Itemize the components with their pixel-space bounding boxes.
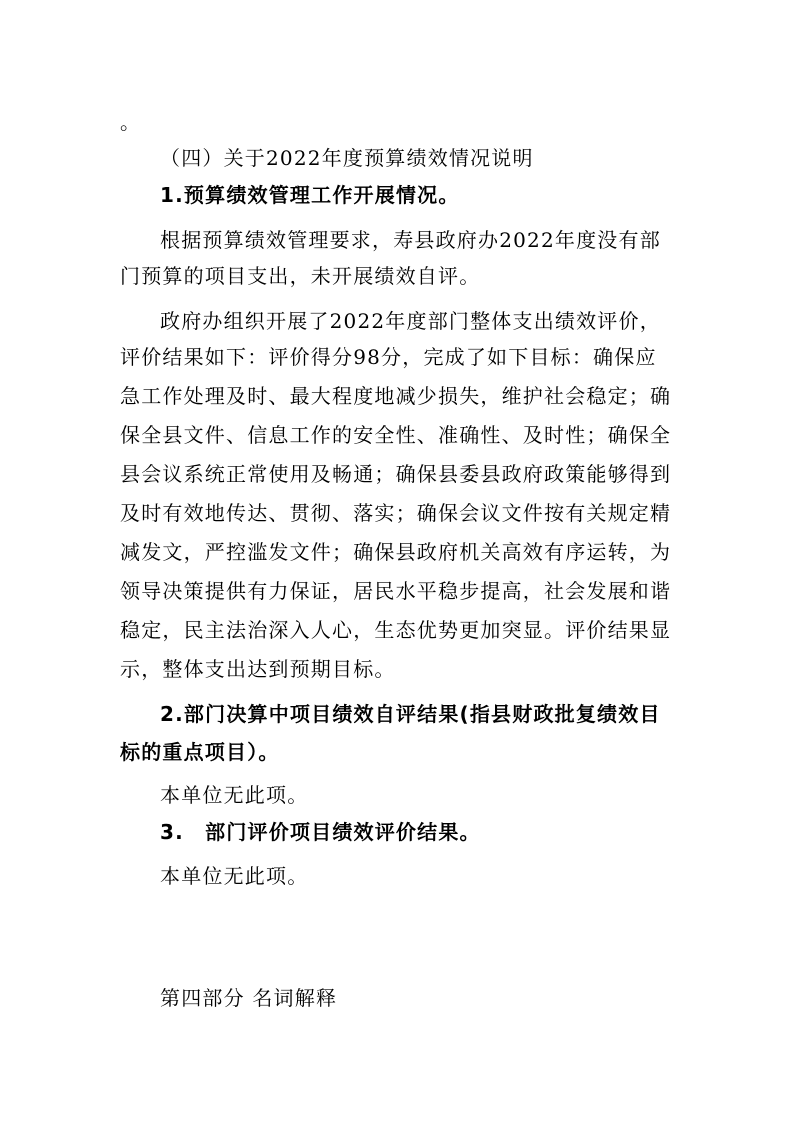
paragraph-line: 本单位无此项。	[160, 864, 309, 888]
paragraph-line: 示，整体支出达到预期目标。	[120, 657, 396, 681]
paragraph-line: 急工作处理及时、最大程度地减少损失，维护社会稳定；确	[120, 384, 672, 408]
stray-punctuation: 。	[120, 110, 142, 134]
paragraph-line: 政府办组织开展了2022年度部门整体支出绩效评价，	[160, 309, 661, 333]
paragraph-line: 县会议系统正常使用及畅通；确保县委县政府政策能够得到	[120, 462, 672, 486]
paragraph-line: 评价结果如下：评价得分98分，完成了如下目标：确保应	[120, 345, 657, 369]
paragraph-line: 门预算的项目支出，未开展绩效自评。	[120, 264, 481, 288]
paragraph-line: 保全县文件、信息工作的安全性、准确性、及时性；确保全	[120, 423, 672, 447]
subheading-2-continued: 标的重点项目）。	[120, 740, 280, 764]
subheading-2: 2.部门决算中项目绩效自评结果(指县财政批复绩效目	[160, 702, 661, 726]
section-heading-four: （四）关于2022年度预算绩效情况说明	[160, 146, 534, 170]
subheading-3: 3. 部门评价项目绩效评价结果。	[160, 820, 481, 844]
paragraph-line: 根据预算绩效管理要求，寿县政府办2022年度没有部	[160, 228, 661, 252]
paragraph-line: 稳定，民主法治深入人心，生态优势更加突显。评价结果显	[120, 618, 672, 642]
paragraph-line: 及时有效地传达、贯彻、落实；确保会议文件按有关规定精	[120, 501, 672, 525]
paragraph-line: 减发文，严控滥发文件；确保县政府机关高效有序运转，为	[120, 540, 672, 564]
paragraph-line: 本单位无此项。	[160, 783, 309, 807]
subheading-1: 1.预算绩效管理工作开展情况。	[160, 183, 460, 207]
paragraph-line: 领导决策提供有力保证，居民水平稳步提高，社会发展和谐	[120, 579, 672, 603]
part-four-heading: 第四部分 名词解释	[160, 986, 338, 1010]
